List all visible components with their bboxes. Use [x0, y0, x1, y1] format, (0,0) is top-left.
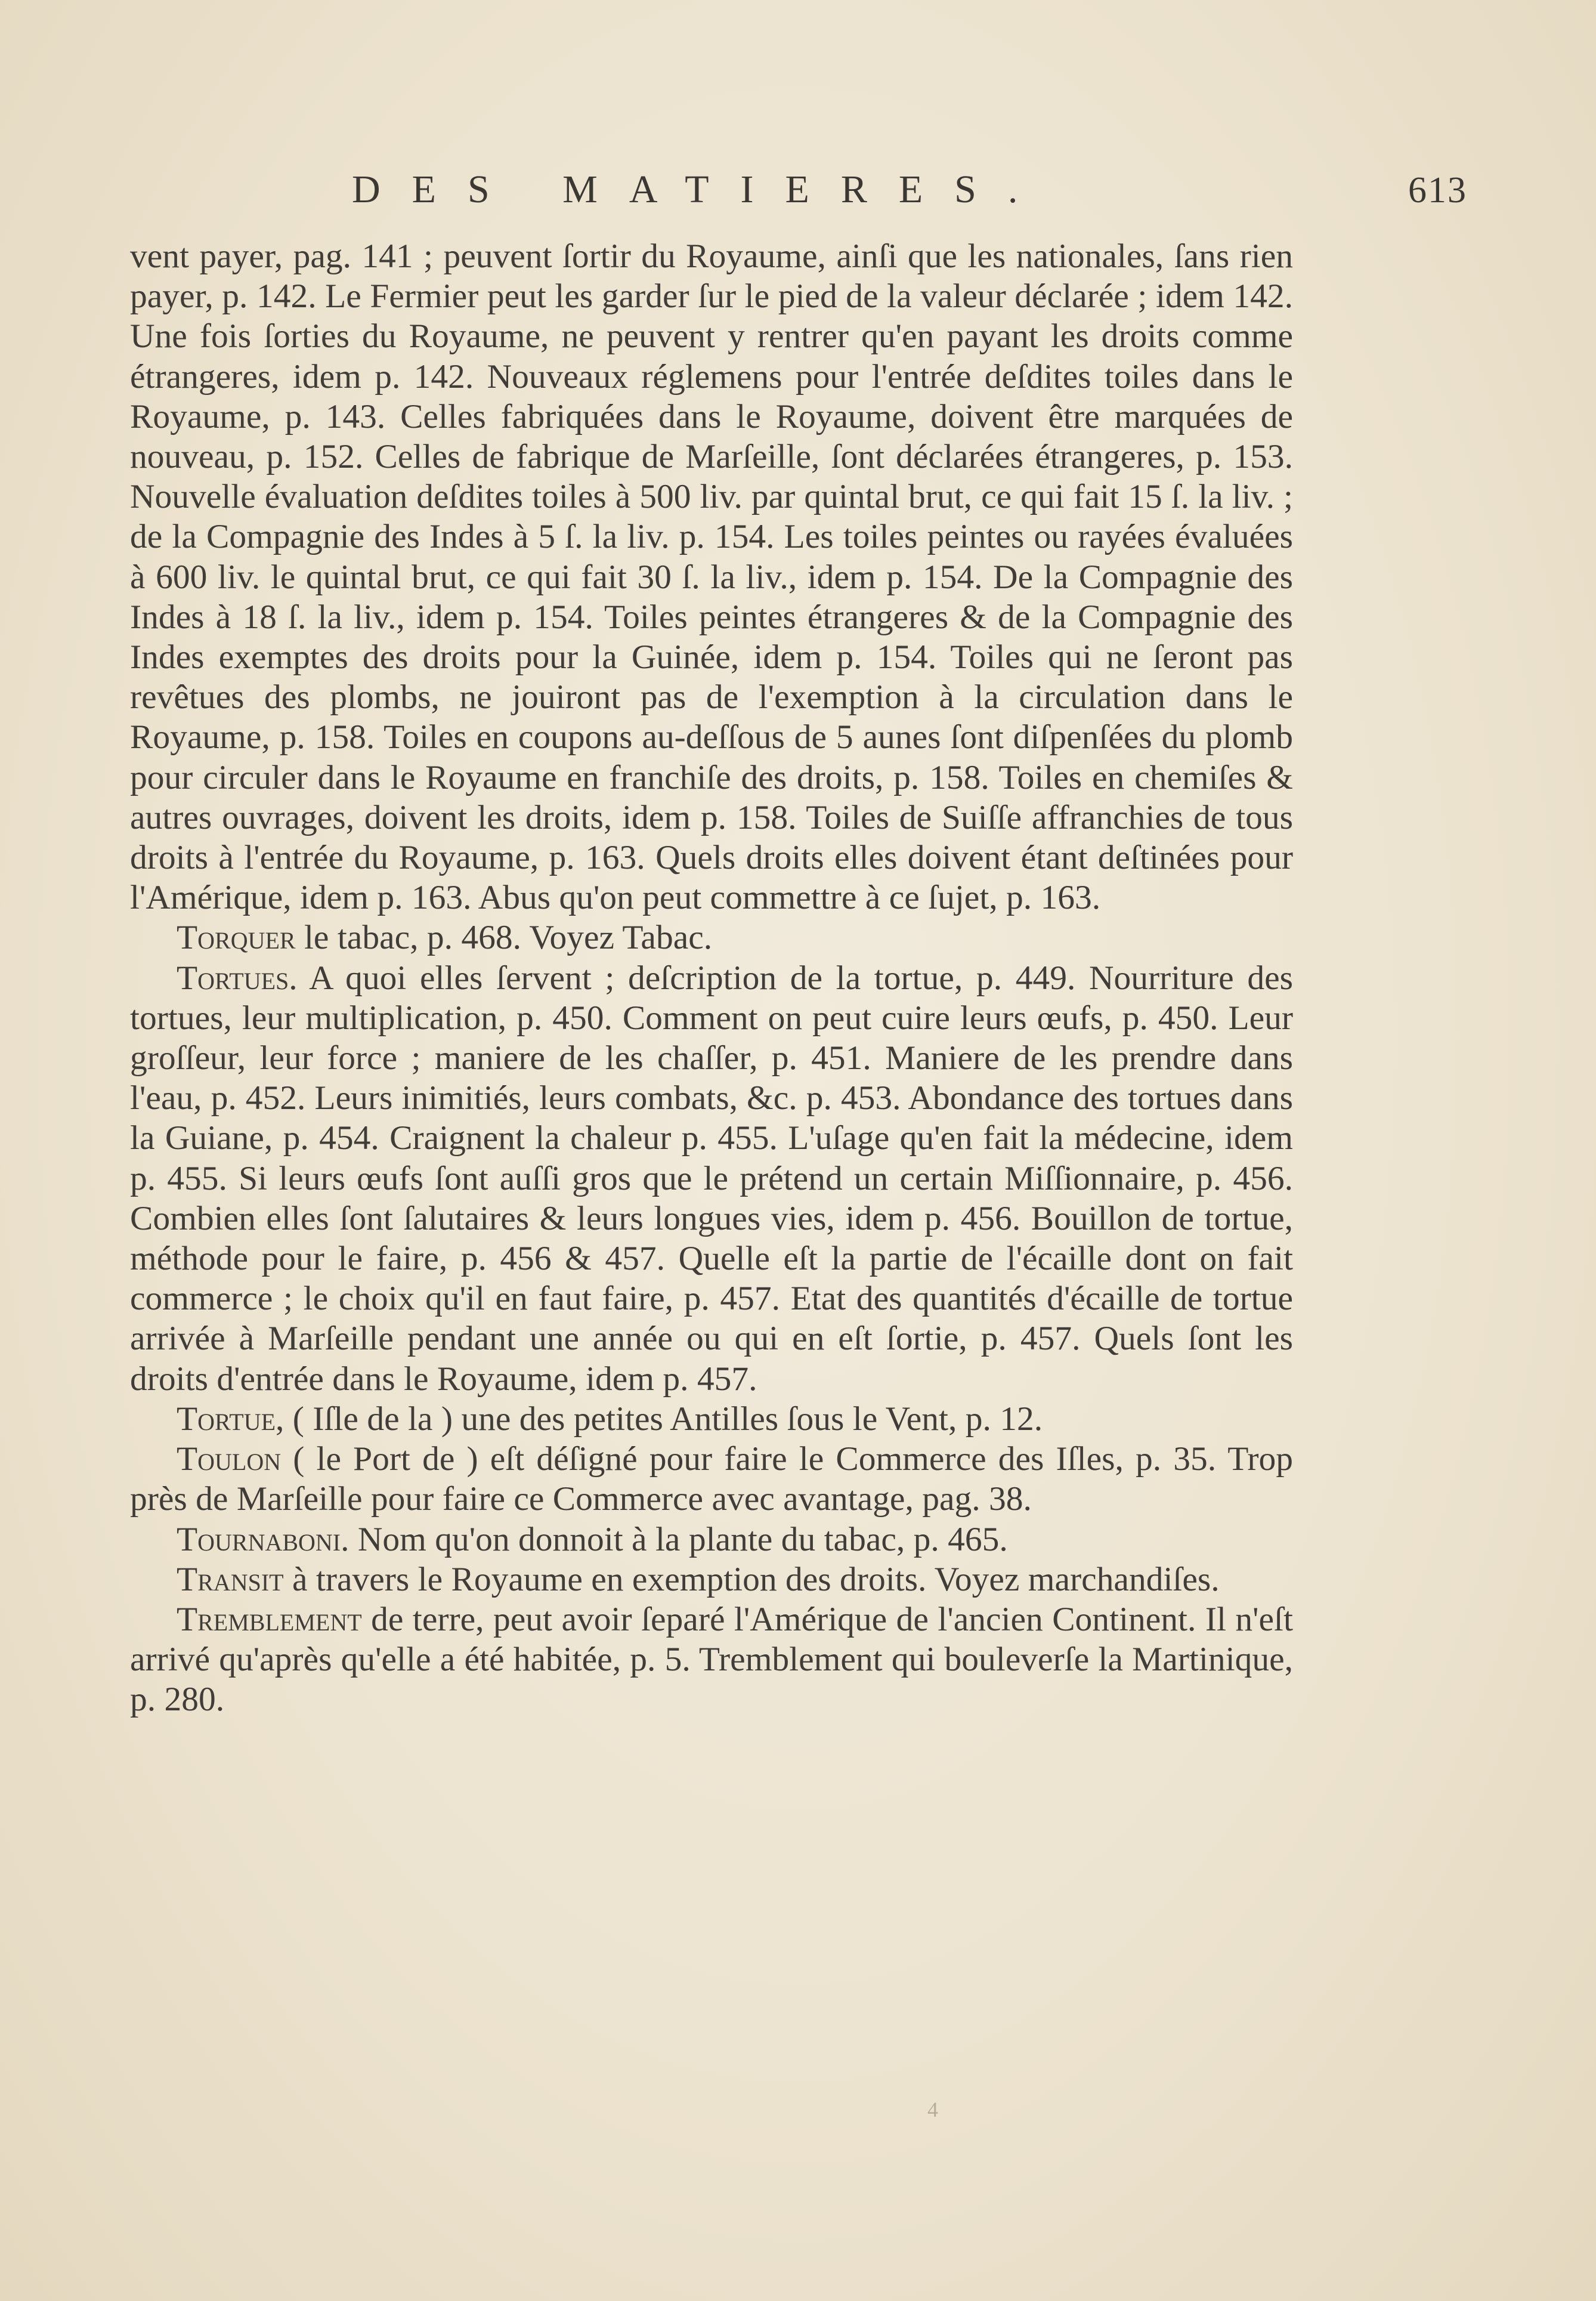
- index-entry-tournaboni: [130, 1519, 1293, 1559]
- entry-headword: Toulon: [177, 1440, 282, 1478]
- continuation-entry: vent payer, pag. 141 ; peuvent ſortir du Royaume, ainſi que les nationales, ſans rien payer, p. 142. Le Fermier peut les garder ſur le pied de la valeur déclarée ; idem 142. Une fois ſorties du Royaume, ne peuvent y rentrer qu'en payant les droits comme étrangeres, idem p. 142. Nouveaux réglemens pour l'entrée deſdites toiles dans le Royaume, p. 143. Celles fabriquées dans le Royaume, doivent être marquées de nouveau, p. 152. Celles de fabrique de Marſeille, ſont déclarées étrangeres, p. 153. Nouvelle évaluation deſdites toiles à 500 liv. par quintal brut, ce qui fait 15 ſ. la liv. ; de la Compagnie des Indes à 5 ſ. la liv. p. 154. Les toiles peintes ou rayées évaluées à 600 liv. le quintal brut, ce qui fait 30 ſ. la liv., idem p. 154. De la Compagnie des Indes à 18 ſ. la liv., idem p. 154. Toiles peintes étrangeres & de la Compagnie des Indes exemptes des droits pour la Guinée, idem p. 154. Toiles qui ne ſeront pas revêtues des plombs, ne jouiront pas de l'exemption à la circulation dans le Royaume, p. 158. Toiles en coupons au-deſſous de 5 aunes ſont diſpenſées du plomb pour circuler dans le Royaume en franchiſe des droits, p. 158. Toiles en chemiſes & autres ouvrages, doivent les droits, idem p. 158. Toiles de Suiſſe affranchies de tous droits à l'entrée du Royaume, p. 163. Quels droits elles doivent étant deſtinées pour l'Amérique, idem p. 163. Abus qu'on peut commettre à ce ſujet, p. 163.: [130, 237, 1293, 917]
- entry-text: ( Iſle de la ) une des petites Antilles ſous le Vent, p. 12.: [284, 1400, 1043, 1438]
- entry-text: ( le Port de ) eſt déſigné pour faire le Commerce des Iſles, p. 35. Trop près de Marſeille pour faire ce Commerce avec avantage, pag. 38.: [130, 1440, 1293, 1518]
- entry-headword: Transit: [177, 1560, 284, 1598]
- footer-mark: 4: [927, 2098, 938, 2121]
- index-entry-tremblement: [130, 1599, 1293, 1720]
- entry-text: Nom qu'on donnoit à la plante du tabac, p. 465.: [349, 1520, 1008, 1558]
- index-entry-tortue: [130, 1399, 1293, 1439]
- index-entry-toulon: [130, 1439, 1293, 1519]
- index-entry-transit: [130, 1559, 1293, 1599]
- page-number: 613: [1408, 170, 1467, 211]
- entry-headword: Tournaboni.: [177, 1520, 349, 1558]
- entry-headword: Tortue,: [177, 1400, 284, 1438]
- page-header: [352, 167, 1467, 233]
- entry-headword: Tremblement: [177, 1600, 362, 1638]
- entry-headword: Tortues.: [177, 959, 298, 997]
- index-entry-tortues: [130, 958, 1293, 1399]
- running-head: DES MATIERES.: [352, 168, 1050, 211]
- index-body: [130, 236, 1293, 1720]
- entry-text: le tabac, p. 468. Voyez Tabac.: [295, 919, 713, 957]
- index-entry-torquer: [130, 918, 1293, 958]
- entry-headword: Torquer: [177, 919, 296, 957]
- entry-text: à travers le Royaume en exemption des droits. Voyez marchandiſes.: [283, 1560, 1220, 1598]
- entry-text: A quoi elles ſervent ; deſcription de la tortue, p. 449. Nourriture des tortues, leur multiplication, p. 450. Comment on peut cuire leurs œufs, p. 450. Leur groſſeur, leur force ; maniere de les chaſſer, p. 451. Maniere de les prendre dans l'eau, p. 452. Leurs inimitiés, leurs combats, &c. p. 453. Abondance des tortues dans la Guiane, p. 454. Craignent la chaleur p. 455. L'uſage qu'en fait la médecine, idem p. 455. Si leurs œufs ſont auſſi gros que le prétend un certain Miſſionnaire, p. 456. Combien elles ſont ſalutaires & leurs longues vies, idem p. 456. Bouillon de tortue, méthode pour le faire, p. 456 & 457. Quelle eſt la partie de l'écaille dont on fait commerce ; le choix qu'il en faut faire, p. 457. Etat des quantités d'écaille de tortue arrivée à Marſeille pendant une année ou qui en eſt ſortie, p. 457. Quels ſont les droits d'entrée dans le Royaume, idem p. 457.: [130, 959, 1293, 1398]
- entry-text: de terre, peut avoir ſeparé l'Amérique de l'ancien Continent. Il n'eſt arrivé qu'après qu'elle a été habitée, p. 5. Tremblement qui bouleverſe la Martinique, p. 280.: [130, 1600, 1293, 1719]
